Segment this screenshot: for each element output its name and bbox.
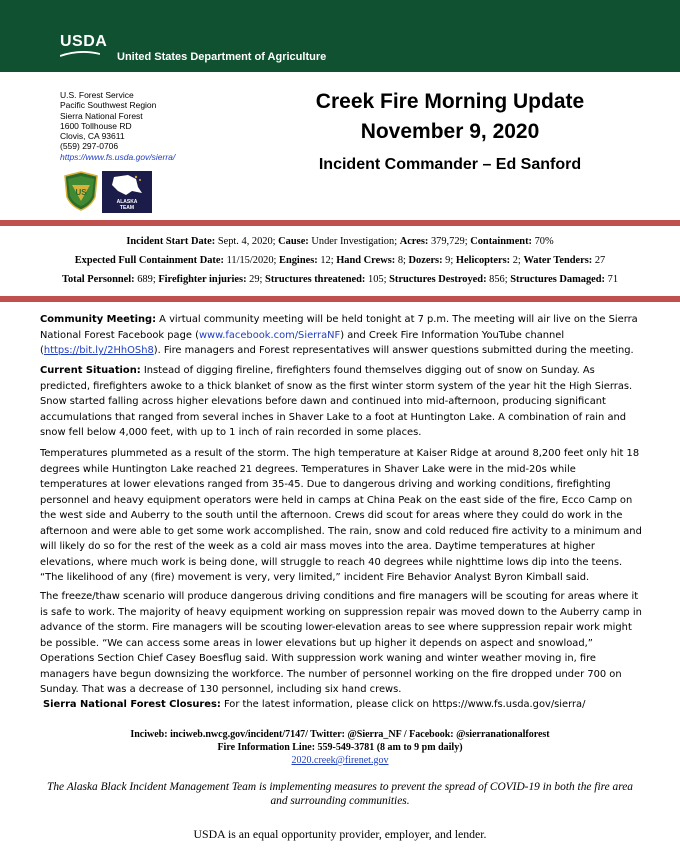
fact-label: Expected Full Containment Date:: [74, 255, 224, 266]
address-line: Pacific Southwest Region: [60, 100, 157, 111]
paragraph-text: ). Fire managers and Forest representatives will answer questions submitted during the meeting.: [153, 345, 634, 356]
current-situation-paragraph: [40, 363, 646, 441]
covid-note: The Alaska Black Incident Management Team is implementing measures to prevent the spread of COVID-19 in both the fire area and surrounding communities.: [47, 781, 633, 807]
facts-line-3: [0, 274, 680, 285]
temperatures-paragraph: [40, 446, 646, 586]
svg-text:US: US: [75, 188, 87, 197]
fact-value: 70%: [534, 236, 554, 247]
usda-logo: USDA: [60, 33, 108, 50]
alaska-team-icon: [102, 171, 152, 213]
fact-label: Structures Damaged:: [510, 274, 606, 285]
fact-value: 71: [607, 274, 619, 285]
paragraph-heading: Community Meeting:: [40, 314, 157, 325]
paragraph-text: For the latest information, please click on https://www.fs.usda.gov/sierra/: [220, 699, 586, 710]
fact-value: 29;: [249, 274, 263, 285]
social-links: Inciweb: inciweb.nwcg.gov/incident/7147/ Twitter: @Sierra_NF / Facebook: @sierranationalforest: [130, 729, 550, 740]
eeo-statement: USDA is an equal opportunity provider, employer, and lender.: [193, 827, 487, 841]
fact-label: Helicopters:: [455, 255, 511, 266]
fact-label: Acres:: [399, 236, 429, 247]
fact-label: Engines:: [279, 255, 318, 266]
fact-value: 856;: [489, 274, 508, 285]
fact-value: 105;: [368, 274, 387, 285]
paragraph-text: Instead of digging fireline, firefighters found themselves digging out of snow on Sunday. As predicted, firefighters awoke to a thick blanket of snow as the first winter storm system of the year hit the High Sierras. Snow started falling across higher elevations before dawn and continued into mid-afternoon, producing significant accumulations that ranged from several inches in Shaver Lake to a foot at Huntington Lake. A combination of rain and snow fell below 4,000 feet, with up to 1 inch of rain recorded in some places.: [40, 365, 633, 438]
fact-value: Sept. 4, 2020;: [217, 236, 276, 247]
fact-value: 11/15/2020;: [226, 255, 277, 266]
facts-line-1: [0, 236, 680, 247]
facts-line-2: [0, 255, 680, 266]
fact-value: Under Investigation;: [311, 236, 398, 247]
agency-logos: [58, 165, 158, 217]
community-meeting-paragraph: [40, 312, 646, 359]
fact-label: Hand Crews:: [336, 255, 396, 266]
update-date: November 9, 2020: [360, 120, 540, 143]
fact-value: 9;: [445, 255, 454, 266]
paragraph-heading: Current Situation:: [40, 365, 141, 376]
usda-swoosh-icon: [60, 51, 100, 57]
fact-label: Structures threatened:: [265, 274, 366, 285]
paragraph-heading: Sierra National Forest Closures:: [43, 699, 221, 710]
fact-label: Structures Destroyed:: [389, 274, 487, 285]
address-line: U.S. Forest Service: [60, 90, 134, 100]
address-line: 1600 Tollhouse RD: [60, 120, 132, 131]
paragraph-text: Temperatures plummeted as a result of the storm. The high temperature at Kaiser Ridge at around 8,200 feet only hit 18 degrees while Huntington Lake reached 21 degrees. Temperatures in Shaver Lake were in the mid-20s while temperatures at lower elevations ranged from 35-45. Due to dangerous driving and working conditions, firefighting personnel and heavy equipment operators were held in camps at China Peak on the east side of the fire, Ecco Camp on the west side and Auberry to the south until the afternoon. Crews did scout for areas where they could do work in the afternoon and were able to get some work accomplished. The rain, snow and cold reduced fire activity to a minimum and will likely do so for the rest of the week as a cold air mass moves into the area. Daytime temperatures at higher elevations, where much work is being done, will struggle to reach 40 degrees while nighttime lows dip into the teens. “The likelihood of any (fire) movement is very, very limited,” incident Fire Behavior Analyst Byron Kimball said.: [40, 448, 642, 583]
freeze-thaw-paragraph: [40, 589, 646, 698]
fact-value: 689;: [137, 274, 156, 285]
contact-email: [0, 754, 680, 767]
fire-info-line: Fire Information Line: 559-549-3781 (8 am to 9 pm daily): [217, 742, 463, 753]
address-line: (559) 297-0706: [60, 141, 119, 152]
fact-label: Firefighter injuries:: [158, 274, 247, 285]
forest-service-shield-icon: [64, 171, 98, 211]
page-title: Creek Fire Morning Update: [315, 90, 585, 113]
fact-label: Incident Start Date:: [126, 236, 216, 247]
fact-label: Total Personnel:: [61, 274, 135, 285]
fact-label: Water Tenders:: [523, 255, 593, 266]
paragraph-text: ) and Creek Fire Information YouTube channel (: [40, 329, 565, 356]
divider-bottom: [0, 296, 680, 302]
forest-website-link[interactable]: https://www.fs.usda.gov/sierra/: [60, 151, 176, 162]
facebook-link[interactable]: www.facebook.com/SierraNF: [198, 329, 341, 341]
alaska-map-icon: [102, 171, 152, 199]
fact-label: Containment:: [470, 236, 532, 247]
email-link[interactable]: 2020.creek@firenet.gov: [291, 755, 389, 766]
divider-top: [0, 220, 680, 226]
address-line: Sierra National Forest: [60, 110, 143, 121]
address-line: Clovis, CA 93611: [60, 131, 125, 142]
paragraph-text: A virtual community meeting will be held tonight at 7 p.m. The meeting will air live on the Sierra National Forest Facebook page (: [40, 314, 638, 341]
fact-value: 2;: [512, 255, 521, 266]
fact-value: 27: [594, 255, 606, 266]
incident-commander: Incident Commander – Ed Sanford: [318, 156, 582, 173]
fact-label: Dozers:: [408, 255, 443, 266]
department-name: United States Department of Agriculture: [117, 51, 327, 63]
fact-label: Cause:: [278, 236, 309, 247]
office-address: [60, 90, 175, 162]
fact-value: 379,729;: [430, 236, 468, 247]
alaska-label: ALASKA: [116, 199, 138, 205]
team-label: TEAM: [119, 205, 135, 211]
fact-value: 12;: [320, 255, 334, 266]
fact-value: 8;: [397, 255, 406, 266]
paragraph-text: The freeze/thaw scenario will produce dangerous driving conditions and fire managers will be scouting for areas where it is safe to work. The majority of heavy equipment working on suppression repair was moved down to the Auberry camp in advance of the storm. Fire managers will be scouting lower-elevation areas to see where suppression repair work might be possible. “We can access some areas in lower elevations but up higher it depends on aspect and snowload,” Operations Section Chief Casey Boesflug said. With suppression work waning and winter weather moving in, fire managers have begun downsizing the workforce. The number of personnel working on the fire dropped under 700 on Sunday. That was a decrease of 130 personnel, including six hand crews.: [40, 591, 642, 695]
closures-paragraph: [43, 697, 649, 713]
youtube-link[interactable]: https://bit.ly/2HhOSh8: [43, 345, 154, 356]
